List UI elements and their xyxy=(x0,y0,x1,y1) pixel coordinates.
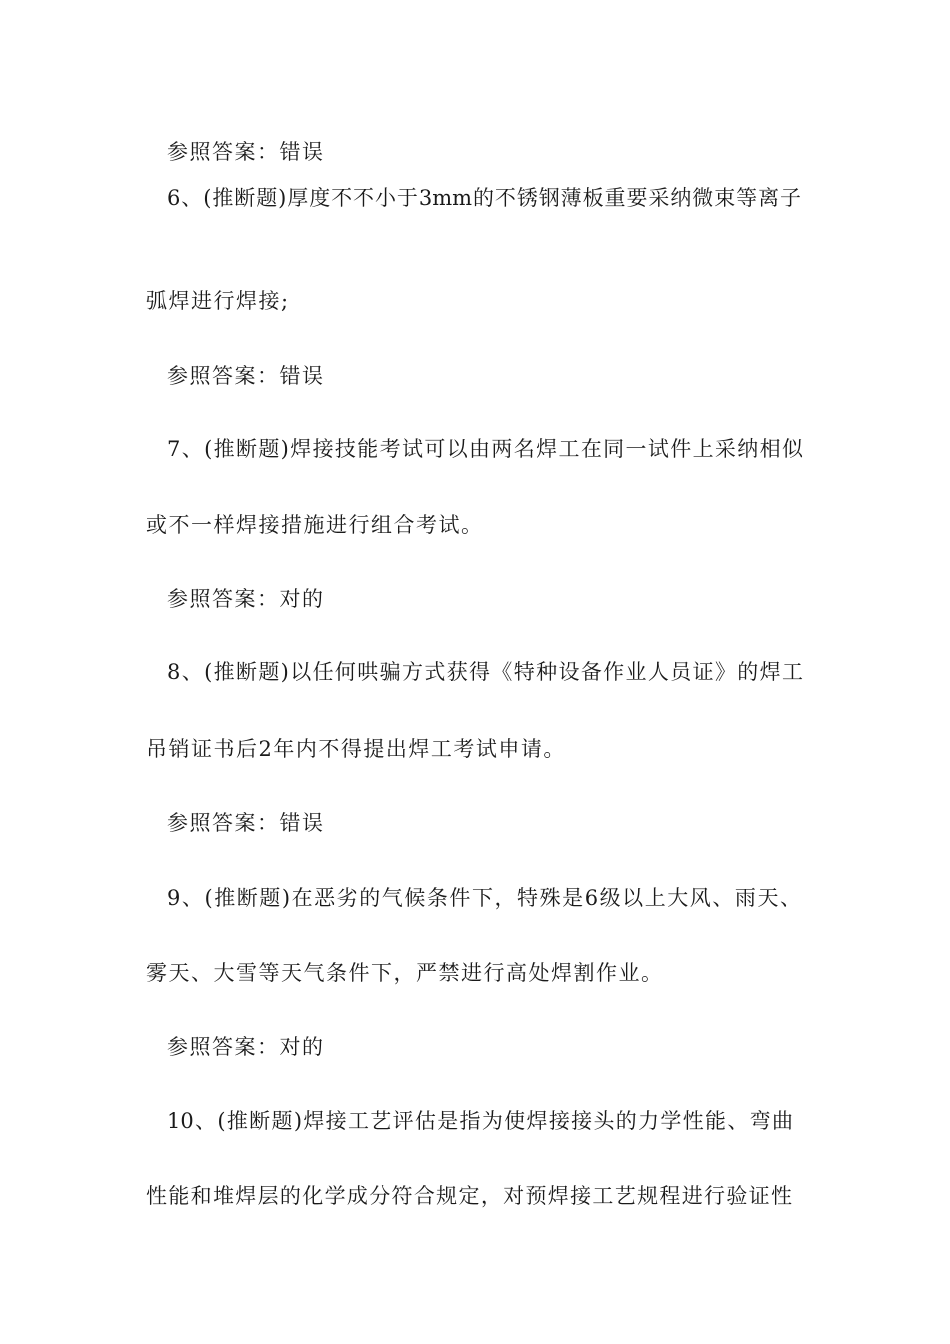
question-7-line-2: 或不一样焊接措施进行组合考试。 xyxy=(146,513,484,537)
answer-q7: 参照答案：对的 xyxy=(167,587,325,611)
question-10-line-1: 10、(推断题)焊接工艺评估是指为使焊接接头的力学性能、弯曲 xyxy=(167,1109,793,1133)
answer-q5: 参照答案：错误 xyxy=(167,140,325,164)
question-6-line-2: 弧焊进行焊接; xyxy=(146,289,290,313)
question-8-line-2: 吊销证书后2年内不得提出焊工考试申请。 xyxy=(146,737,566,761)
answer-q9: 参照答案：对的 xyxy=(167,1035,325,1059)
question-9-line-2: 雾天、大雪等天气条件下，严禁进行高处焊割作业。 xyxy=(146,961,664,985)
answer-q6: 参照答案：错误 xyxy=(167,364,325,388)
question-8-line-1: 8、(推断题)以任何哄骗方式获得《特种设备作业人员证》的焊工 xyxy=(167,660,803,684)
answer-q8: 参照答案：错误 xyxy=(167,811,325,835)
question-6-line-1: 6、(推断题)厚度不不小于3mm的不锈钢薄板重要采纳微束等离子 xyxy=(167,186,801,210)
question-10-line-2: 性能和堆焊层的化学成分符合规定，对预焊接工艺规程进行验证性 xyxy=(146,1184,792,1208)
question-7-line-1: 7、(推断题)焊接技能考试可以由两名焊工在同一试件上采纳相似 xyxy=(167,437,803,461)
question-9-line-1: 9、(推断题)在恶劣的气候条件下，特殊是6级以上大风、雨天、 xyxy=(167,886,801,910)
